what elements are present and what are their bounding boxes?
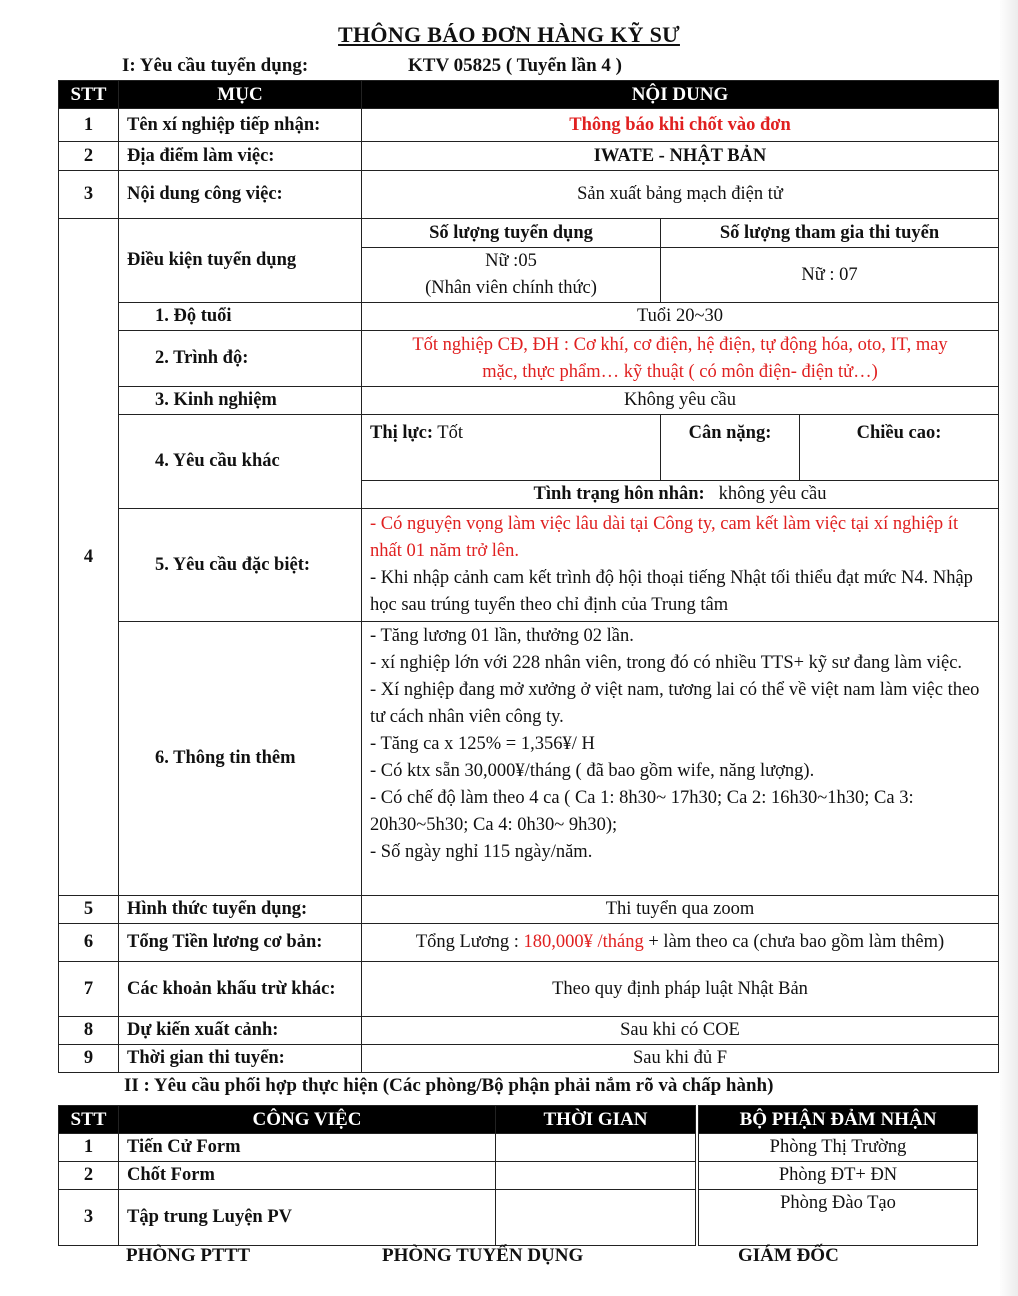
table-row	[59, 1162, 699, 1190]
row-number: 7	[59, 962, 119, 1017]
department-name: Phòng Thị Trường	[699, 1134, 978, 1162]
table-row	[59, 109, 999, 142]
order-code: KTV 05825 ( Tuyển lần 4 )	[408, 55, 622, 76]
table-row	[59, 896, 999, 924]
special-requirements-value	[362, 509, 999, 622]
task-time	[496, 1190, 696, 1246]
company-name-value: Thông báo khi chốt vào đơn	[362, 109, 999, 142]
info-line: - Có chế độ làm theo 4 ca ( Ca 1: 8h30~ 17h30; Ca 2: 16h30~1h30; Ca 3: 20h30~5h30; Ca 4: 0h30~ 9h30);	[370, 788, 914, 835]
task-name: Chốt Form	[119, 1162, 496, 1190]
exam-count-value: Nữ : 07	[661, 248, 999, 303]
table-row	[59, 1017, 999, 1045]
row-label: Địa điểm làm việc:	[119, 142, 362, 171]
info-line: - xí nghiệp lớn với 228 nhân viên, trong đó có nhiều TTS+ kỹ sư đang làm việc.	[370, 653, 963, 673]
eyesight-value: Tốt	[433, 423, 463, 443]
table-row	[59, 962, 999, 1017]
special-requirements-label: 5. Yêu cầu đặc biệt:	[119, 509, 362, 622]
row-label: Nội dung công việc:	[119, 171, 362, 219]
task-name: Tiến Cử Form	[119, 1134, 496, 1162]
header-cong-viec: CÔNG VIỆC	[119, 1106, 496, 1134]
row-number: 4	[59, 219, 119, 896]
work-location-value: IWATE - NHẬT BẢN	[362, 142, 999, 171]
special-requirement-2: - Khi nhập cảnh cam kết trình độ hội thoại tiếng Nhật tối thiểu đạt mức N4. Nhập học sau trúng tuyển theo chỉ định của Trung tâm	[370, 568, 973, 615]
education-line-1: Tốt nghiệp CĐ, ĐH : Cơ khí, cơ điện, hệ điện, tự động hóa, oto, IT, may	[412, 334, 948, 355]
signature-director: GIÁM ĐỐC	[738, 1245, 839, 1266]
recruit-count-number: Nữ :05	[485, 251, 537, 271]
row-label: Tổng Tiền lương cơ bản:	[119, 924, 362, 962]
row-label: Các khoản khấu trừ khác:	[119, 962, 362, 1017]
table-row	[59, 142, 999, 171]
eyesight-label: Thị lực:	[370, 423, 434, 443]
row-number: 5	[59, 896, 119, 924]
marital-status-label: Tình trạng hôn nhân:	[533, 484, 705, 504]
salary-value	[362, 924, 999, 962]
salary-prefix: Tổng Lương :	[415, 932, 524, 952]
coordination-table	[58, 1105, 699, 1246]
signature-recruitment: PHÒNG TUYỂN DỤNG	[382, 1245, 584, 1266]
recruit-method-value: Thi tuyển qua zoom	[362, 896, 999, 924]
departure-value: Sau khi có COE	[362, 1017, 999, 1045]
education-value	[362, 331, 999, 387]
info-line: - Số ngày nghỉ 115 ngày/năm.	[370, 842, 593, 862]
department-column	[698, 1105, 978, 1246]
info-line: - Tăng ca x 125% = 1,356¥/ H	[370, 734, 595, 754]
row-number: 8	[59, 1017, 119, 1045]
job-content-value: Sản xuất bảng mạch điện tử	[362, 171, 999, 219]
table-row	[59, 1134, 699, 1162]
deductions-value: Theo quy định pháp luật Nhật Bản	[362, 962, 999, 1017]
info-line: - Xí nghiệp đang mở xưởng ở việt nam, tương lai có thể về việt nam làm việc theo tư cách nhân viên công ty.	[370, 680, 980, 727]
salary-amount: 180,000¥ /tháng	[523, 932, 644, 952]
task-time	[496, 1162, 696, 1190]
row-label: Hình thức tuyển dụng:	[119, 896, 362, 924]
requirements-table	[58, 80, 999, 1073]
header-stt: STT	[59, 81, 119, 109]
weight-label: Cân nặng:	[661, 415, 800, 481]
header-stt: STT	[59, 1106, 119, 1134]
row-label: Thời gian thi tuyển:	[119, 1045, 362, 1073]
education-label: 2. Trình độ:	[119, 331, 362, 387]
row-number: 6	[59, 924, 119, 962]
experience-value: Không yêu cầu	[362, 387, 999, 415]
additional-info-value	[362, 622, 999, 896]
table-row	[59, 1045, 999, 1073]
info-line: - Tăng lương 01 lần, thưởng 02 lần.	[370, 626, 634, 646]
row-number: 9	[59, 1045, 119, 1073]
experience-label: 3. Kinh nghiệm	[119, 387, 362, 415]
page-edge-shadow	[1000, 0, 1018, 1296]
eyesight-cell	[362, 415, 661, 481]
marital-status-value: không yêu cầu	[718, 484, 827, 504]
recruit-count-header: Số lượng tuyển dụng	[362, 219, 661, 248]
signature-pttt: PHÒNG PTTT	[126, 1245, 251, 1266]
marital-status-cell	[362, 481, 999, 509]
header-thoi-gian: THỜI GIAN	[496, 1106, 696, 1134]
header-bo-phan: BỘ PHẬN ĐẢM NHẬN	[699, 1106, 978, 1134]
special-requirement-1: - Có nguyện vọng làm việc lâu dài tại Công ty, cam kết làm việc tại xí nghiệp ít nhất 01 năm trở lên.	[370, 514, 959, 561]
row-number: 3	[59, 171, 119, 219]
row-number: 1	[59, 1134, 119, 1162]
row-label: Dự kiến xuất cảnh:	[119, 1017, 362, 1045]
exam-count-header: Số lượng tham gia thi tuyển	[661, 219, 999, 248]
header-muc: MỤC	[119, 81, 362, 109]
height-label: Chiều cao:	[800, 415, 999, 481]
recruit-count-note: (Nhân viên chính thức)	[425, 278, 597, 298]
row-number: 1	[59, 109, 119, 142]
department-name: Phòng ĐT+ ĐN	[699, 1162, 978, 1190]
row-number: 2	[59, 1162, 119, 1190]
salary-suffix: + làm theo ca (chưa bao gồm làm thêm)	[643, 932, 945, 952]
conditions-label: Điều kiện tuyển dụng	[119, 219, 362, 303]
info-line: - Có ktx sẵn 30,000¥/tháng ( đã bao gồm wife, năng lượng).	[370, 761, 815, 781]
additional-info-label: 6. Thông tin thêm	[119, 622, 362, 896]
page-title: THÔNG BÁO ĐƠN HÀNG KỸ SƯ	[338, 22, 680, 47]
row-label: Tên xí nghiệp tiếp nhận:	[119, 109, 362, 142]
table-row	[59, 924, 999, 962]
age-label: 1. Độ tuổi	[119, 303, 362, 331]
exam-time-value: Sau khi đủ F	[362, 1045, 999, 1073]
table-row	[59, 1190, 699, 1246]
row-number: 2	[59, 142, 119, 171]
row-number: 3	[59, 1190, 119, 1246]
task-time	[496, 1134, 696, 1162]
recruit-count-value	[362, 248, 661, 303]
header-noi-dung: NỘI DUNG	[362, 81, 999, 109]
section-1-heading: I: Yêu cầu tuyển dụng:	[122, 55, 309, 76]
section-2-heading: II : Yêu cầu phối hợp thực hiện (Các phòng/Bộ phận phải nắm rõ và chấp hành)	[124, 1075, 774, 1096]
age-value: Tuổi 20~30	[362, 303, 999, 331]
education-line-2: mặc, thực phẩm… kỹ thuật ( có môn điện- điện tử…)	[482, 361, 878, 382]
other-requirements-label: 4. Yêu cầu khác	[119, 415, 362, 509]
task-name: Tập trung Luyện PV	[119, 1190, 496, 1246]
department-name: Phòng Đào Tạo	[699, 1190, 978, 1246]
table-row	[59, 171, 999, 219]
